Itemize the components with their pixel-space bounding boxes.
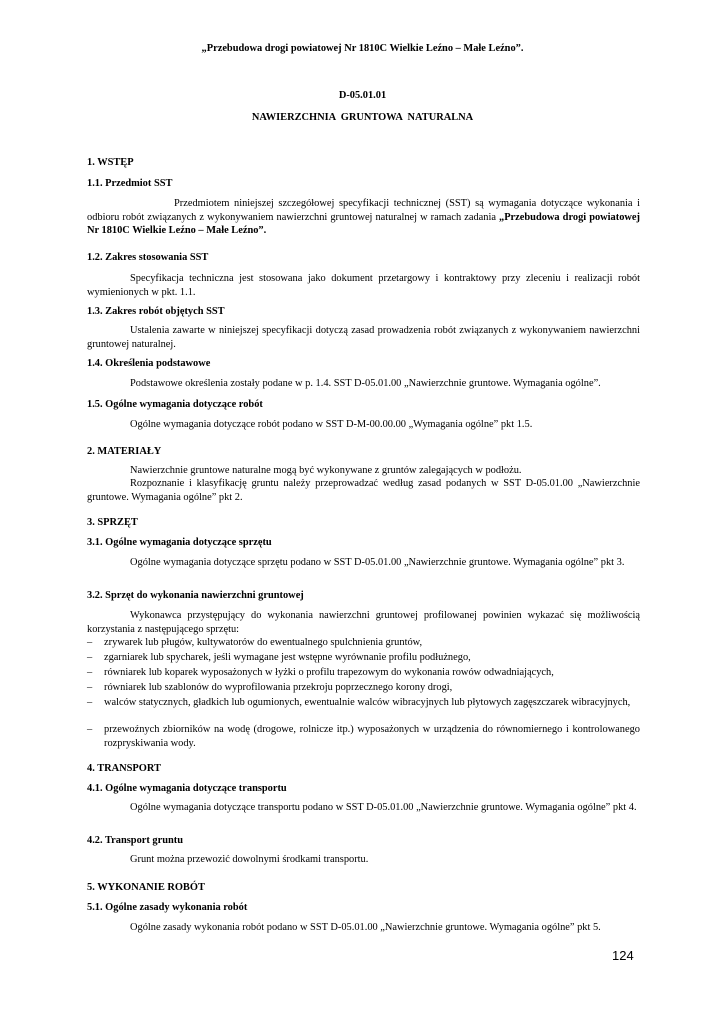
section-1-4-text: Podstawowe określenia zostały podane w p. 1.4. SST D-05.01.00 „Nawierzchnie gruntowe. Wymagania ogólne”. (130, 378, 601, 389)
list-item: zrywarek lub pługów, kultywatorów do ewentualnego spulchnienia gruntów, (104, 637, 423, 648)
list-bullet: – (87, 682, 93, 693)
section-2-heading: 2. MATERIAŁY (87, 446, 162, 457)
section-1-1-text: Przedmiotem niniejszej szczegółowej specyfikacji technicznej (SST) są wymagania dotyczące wykonania i odbioru robót związanych z wykonywaniem nawierzchni gruntowej naturalnej w ramach zadania „Przebudowa drogi powiatowej Nr 1810C Wielkie Leźno – Małe Leźno”. (87, 198, 640, 236)
section-2-text-2: Rozpoznanie i klasyfikację gruntu należy przeprowadzać według zasad podanych w SST D-05.01.00 „Nawierzchnie gruntowe. Wymagania ogólne” pkt 2. (87, 478, 640, 503)
section-2-text-1: Nawierzchnie gruntowe naturalne mogą być wykonywane z gruntów zalegających w podłożu. (130, 465, 522, 476)
section-1-3-text: Ustalenia zawarte w niniejszej specyfikacji dotyczą zasad prowadzenia robót związanych z wykonywaniem nawierzchni gruntowej naturalnej. (87, 325, 640, 350)
section-5-1-text: Ogólne zasady wykonania robót podano w SST D-05.01.00 „Nawierzchnie gruntowe. Wymagania ogólne” pkt 5. (130, 922, 601, 933)
list-bullet: – (87, 724, 93, 735)
section-4-2-text: Grunt można przewozić dowolnymi środkami transportu. (130, 854, 369, 865)
section-5-1-heading: 5.1. Ogólne zasady wykonania robót (87, 902, 248, 913)
project-title: „Przebudowa drogi powiatowej Nr 1810C Wielkie Leźno – Małe Leźno”. (201, 43, 524, 54)
list-item: przewoźnych zbiorników na wodę (drogowe, rolnicze itp.) wyposażonych w urządzenia do równomiernego i kontrolowanego rozpryskiwania wody. (104, 724, 640, 749)
section-4-1-heading: 4.1. Ogólne wymagania dotyczące transportu (87, 783, 287, 794)
section-1-2-text: Specyfikacja techniczna jest stosowana jako dokument przetargowy i kontraktowy przy zleceniu i realizacji robót wymienionych w pkt. 1.1. (87, 273, 640, 298)
section-1-4-heading: 1.4. Określenia podstawowe (87, 358, 211, 369)
section-1-1-heading: 1.1. Przedmiot SST (87, 178, 173, 189)
list-bullet: – (87, 652, 93, 663)
section-1-heading: 1. WSTĘP (87, 157, 134, 168)
section-1-3-heading: 1.3. Zakres robót objętych SST (87, 306, 225, 317)
section-3-1-heading: 3.1. Ogólne wymagania dotyczące sprzętu (87, 537, 272, 548)
list-bullet: – (87, 637, 93, 648)
spec-code: D-05.01.01 (338, 90, 387, 101)
list-bullet: – (87, 697, 93, 708)
section-3-2-text: Wykonawca przystępujący do wykonania nawierzchni gruntowej profilowanej powinien wykazać się możliwością korzystania z następującego sprzętu: (87, 610, 640, 635)
section-3-2-heading: 3.2. Sprzęt do wykonania nawierzchni gruntowej (87, 590, 304, 601)
section-4-2-heading: 4.2. Transport gruntu (87, 835, 184, 846)
section-4-heading: 4. TRANSPORT (87, 763, 161, 774)
section-1-5-text: Ogólne wymagania dotyczące robót podano w SST D-M-00.00.00 „Wymagania ogólne” pkt 1.5. (130, 419, 533, 430)
list-item: równiarek lub koparek wyposażonych w łyżki o profilu trapezowym do wykonania rowów odwadniających, (104, 667, 554, 678)
section-5-heading: 5. WYKONANIE ROBÓT (87, 882, 205, 893)
list-bullet: – (87, 667, 93, 678)
list-item: zgarniarek lub spycharek, jeśli wymagane jest wstępne wyrównanie profilu podłużnego, (104, 652, 471, 663)
spec-title: NAWIERZCHNIA GRUNTOWA NATURALNA (251, 112, 474, 123)
section-1-1-bold-title: „Przebudowa drogi powiatowej Nr 1810C Wielkie Leźno – Małe Leźno”. (87, 211, 640, 236)
section-1-5-heading: 1.5. Ogólne wymagania dotyczące robót (87, 399, 263, 410)
section-3-1-text: Ogólne wymagania dotyczące sprzętu podano w SST D-05.01.00 „Nawierzchnie gruntowe. Wymagania ogólne” pkt 3. (130, 557, 625, 568)
list-item: równiarek lub szablonów do wyprofilowania przekroju poprzecznego korony drogi, (104, 682, 453, 693)
page-number: 124 (612, 948, 634, 963)
section-4-1-text: Ogólne wymagania dotyczące transportu podano w SST D-05.01.00 „Nawierzchnie gruntowe. Wymagania ogólne” pkt 4. (130, 802, 637, 813)
section-3-heading: 3. SPRZĘT (87, 517, 138, 528)
section-1-2-heading: 1.2. Zakres stosowania SST (87, 252, 209, 263)
list-item: walców statycznych, gładkich lub ogumionych, ewentualnie walców wibracyjnych lub płytowych zagęszczarek wibracyjnych, (104, 697, 631, 708)
